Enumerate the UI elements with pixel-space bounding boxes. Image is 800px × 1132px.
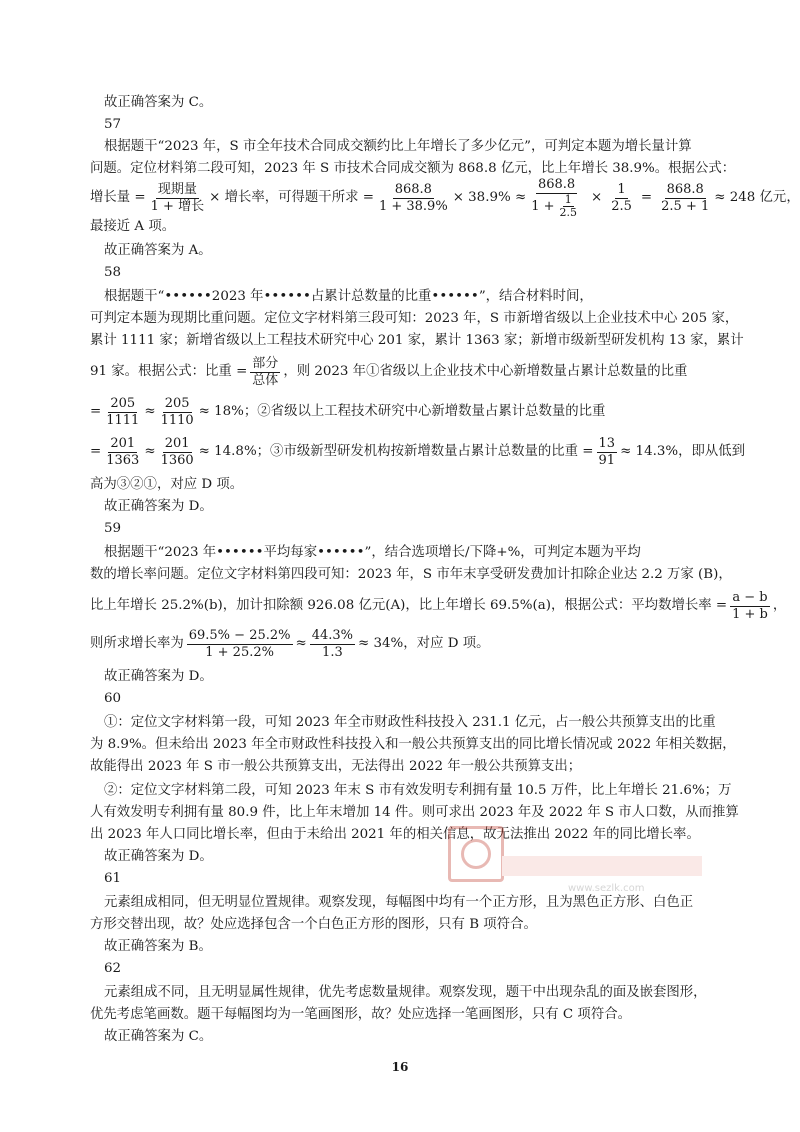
question-number: 62 (104, 961, 122, 976)
answer-line: 故正确答案为 C。 (104, 1029, 213, 1044)
fraction: $\frac{\text{现期量}}{\text{1 + 增长}}$ (150, 181, 205, 214)
text-line: 高为③②①，对应 D 项。 (90, 477, 244, 492)
formula-text: ≈ (144, 404, 156, 419)
text-line: 优先考虑笔画数。题干每幅图均为一笔画图形，故？处应选择一笔画图形，只有 C 项符合。 (90, 1007, 631, 1022)
fraction: $\frac{868.8}{2.5 + 1}$ (661, 181, 710, 214)
watermark-logo (448, 826, 698, 896)
text-line: 可判定本题为现期比重问题。定位文字材料第三段可知：2023 年，S 市新增省级以上企业技术中心 205 家， (90, 311, 739, 326)
answer-line: 故正确答案为 C。 (104, 95, 213, 110)
answer-line: 故正确答案为 A。 (104, 243, 212, 258)
formula-text: × 38.9% ≈ (452, 190, 527, 205)
formula-text: 增长量 = (90, 190, 146, 205)
fraction: $\frac{a - b}{1 + b}$ (732, 589, 768, 622)
formula-text: 比上年增长 25.2%(b)，加计扣除额 926.08 亿元(A)，比上年增长 69.5%(a)，根据公式：平均数增长率 = (90, 598, 728, 613)
formula-line-57 (90, 177, 800, 219)
text-line: 为 8.9%。但未给出 2023 年全市财政性科技投入和一般公共预算支出的同比增长情况或 2022 年相关数据， (90, 737, 736, 752)
text-line: 数的增长率问题。定位文字材料第四段可知：2023 年，S 市年末享受研发费加计扣除企业达 2.2 万家 (B)， (90, 567, 732, 582)
formula-text: ≈ 14.8%；③市级新型研发机构按新增数量占累计总数量的比重 = (198, 444, 594, 459)
fraction: $\frac{1}{2.5}$ (611, 181, 632, 214)
fraction: 868.8 1 + $\frac{1}{2.5}$ (531, 177, 577, 219)
formula-line-59a (90, 588, 787, 624)
text-line: 人有效发明专利拥有量 80.9 件，比上年末增加 14 件。则可求出 2023 年及 2022 年 S 市人口数，从而推算 (90, 805, 739, 820)
formula-line-59b (90, 626, 750, 662)
answer-line: 故正确答案为 B。 (104, 939, 212, 954)
text-line: 累计 1111 家；新增省级以上工程技术研究中心 201 家，累计 1363 家；新增市级新型研发机构 13 家，累计 (90, 333, 744, 348)
text-line: 根据题干“••••••2023 年••••••占累计总数量的比重••••••”，结合材料时间， (104, 289, 593, 304)
fraction: $\frac{\text{部分}}{\text{总体}}$ (252, 355, 279, 388)
formula-text: = (90, 404, 102, 419)
formula-text: × (590, 190, 603, 205)
text-line: ②：定位文字材料第二段，可知 2023 年末 S 市有效发明专利拥有量 10.5 万件，比上年增长 21.6%；万 (104, 783, 732, 798)
formula-text: ，则 2023 年①省级以上企业技术中心新增数量占累计总数量的比重 (283, 364, 688, 379)
text-line: 故能得出 2023 年 S 市一般公共预算支出，无法得出 2022 年一般公共预算支出； (90, 759, 582, 774)
formula-text: 则所求增长率为 (90, 636, 184, 651)
text-line: ①：定位文字材料第一段，可知 2023 年全市财政性科技投入 231.1 亿元，占一般公共预算支出的比重 (104, 715, 716, 730)
formula-text: ， (772, 598, 787, 613)
fraction: $\frac{44.3\%}{1.3}$ (311, 627, 354, 660)
formula-text: ≈ 18%；②省级以上工程技术研究中心新增数量占累计总数量的比重 (198, 404, 606, 419)
fraction: $\frac{69.5\% - 25.2\%}{1 + 25.2\%}$ (188, 627, 291, 660)
fraction: $\frac{868.8}{1 + 38.9\%}$ (378, 181, 448, 214)
formula-line-58c (90, 434, 750, 470)
text-line: 出 2023 年人口同比增长率，但由于未给出 2021 年的相关信息，故无法推出 2022 年的同比增长率。 (90, 827, 700, 842)
fraction: $\frac{13}{91}$ (598, 435, 616, 468)
fraction-small: $\frac{1}{2.5}$ (559, 193, 577, 219)
question-number: 60 (104, 691, 122, 706)
formula-text: × 增长率，可得题干所求 = (209, 190, 374, 205)
answer-line: 故正确答案为 D。 (104, 849, 213, 864)
formula-line-58a (90, 354, 750, 390)
formula-text: ≈ 14.3%，即从低到 (620, 444, 746, 459)
formula-text: ≈ (144, 444, 156, 459)
watermark-url: www.sezlk.com (568, 883, 645, 894)
formula-text: = (90, 444, 102, 459)
fraction: $\frac{205}{1110}$ (160, 395, 194, 428)
formula-text: = (640, 190, 653, 205)
text-line: 问题。定位材料第二段可知，2023 年 S 市技术合同成交额为 868.8 亿元，比上年增长 38.9%。根据公式： (90, 161, 736, 176)
page-number: 16 (391, 1060, 409, 1074)
formula-text: ≈ (295, 636, 307, 651)
text-line: 根据题干“2023 年••••••平均每家••••••”，结合选项增长/下降+%，可判定本题为平均 (104, 545, 641, 560)
seal-icon (448, 826, 504, 882)
formula-line-58b (90, 394, 750, 430)
text-line: 最接近 A 项。 (90, 219, 176, 234)
fraction: $\frac{201}{1363}$ (106, 435, 140, 468)
answer-line: 故正确答案为 D。 (104, 499, 213, 514)
formula-text: 91 家。根据公式：比重 = (90, 364, 248, 379)
text-line: 元素组成不同，且无明显属性规律，优先考虑数量规律。观察发现，题干中出现杂乱的面及嵌套图形， (104, 985, 707, 1000)
question-number: 61 (104, 871, 122, 886)
text-line: 方形交替出现，故？处应选择包含一个白色正方形的图形，只有 B 项符合。 (90, 917, 537, 932)
question-number: 59 (104, 521, 122, 536)
question-number: 57 (104, 117, 122, 132)
formula-text: ≈ 248 亿元， (714, 190, 800, 205)
formula-text: ≈ 34%，对应 D 项。 (358, 636, 490, 651)
text-line: 根据题干“2023 年，S 市全年技术合同成交额约比上年增长了多少亿元”，可判定本题为增长量计算 (104, 139, 692, 154)
watermark-band (502, 856, 702, 876)
question-number: 58 (104, 265, 122, 280)
fraction: $\frac{201}{1360}$ (160, 435, 194, 468)
text-line: 元素组成相同，但无明显位置规律。观察发现，每幅图中均有一个正方形，且为黑色正方形、白色正 (104, 895, 694, 910)
answer-line: 故正确答案为 D。 (104, 669, 213, 684)
fraction: $\frac{205}{1111}$ (106, 395, 140, 428)
